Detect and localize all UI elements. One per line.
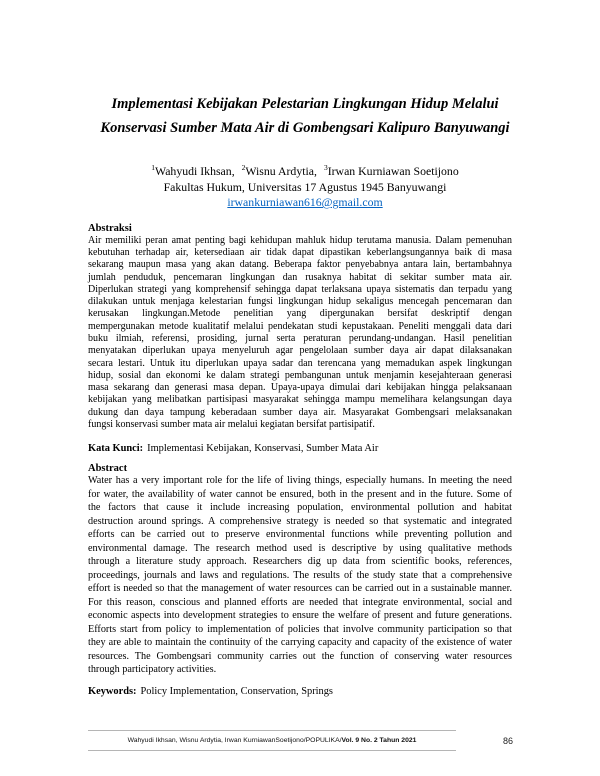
abstraksi-line: buku ilmiah, referensi, prosiding, jurnal serta peraturan perundang-undangan. Hasil penelitian [88,333,512,345]
abstraksi-line: fungsi konservasi sumber mata air melalui kegiatan bersifat partisipatif. [88,418,375,430]
author-block [100,164,510,211]
author-affiliation-marker: 1 [151,163,155,173]
page-number: 86 [503,736,514,746]
keywords-label: Keywords: [88,686,137,697]
abstraksi-line: Air memiliki peran amat penting bagi kehidupan mahluk hidup terutama manusia. Dalam pemenuhan [88,234,512,246]
author [324,164,459,178]
author-name: Wahyudi Ikhsan, [155,164,235,178]
abstract-line: economic aspects into development strategies to ensure the welfare of present and future generations. [88,610,512,622]
running-footer [88,730,456,751]
author-affiliation-marker: 2 [241,163,246,173]
abstract-body [88,474,512,677]
abstract-line: For this reason, conscious and planned efforts are needed that integrate environmental, social and [88,596,512,608]
abstract-line: Water has a very important role for the life of living things, especially humans. In meeting the need [88,475,512,487]
keywords [88,685,333,699]
footer-volume: Vol. 9 No. 2 Tahun 2021 [341,737,417,744]
keywords-value: Policy Implementation, Conservation, Springs [140,686,333,697]
abstract-line: proceedings, journals and laws and regulations. The results of the study state that a comprehensive [88,569,512,581]
abstract-line: through a literature study approach. Researchers dig up data from scientific books, references, [88,556,512,568]
abstract-line: Efforts start from policy to implementation of policies that involve community participation so that [88,623,512,635]
abstraksi-line: dukung dan daya tampung keberadaan sumber daya air. Masyarakat Gombengsari melaksanakan [88,406,512,418]
abstraksi-line: dilakukan untuk menjaga kelestarian fungsi lingkungan hidup sekaligus mencegah pencemaran dan [88,296,512,308]
author [151,164,234,178]
abstraksi-line: hidup, sosial dan ekonomi ke dalam strategi pembangunan untuk menjamin kesejahteraan generasi [88,369,512,381]
abstract-line: resources. The Gombengsari community carries out the function of conserving water resources [88,650,512,662]
footer-citation: Wahyudi Ikhsan, Wisnu Ardytia, Irwan KurniawanSoetijono/POPULIKA/ [127,737,342,744]
abstract-line: through participatory activities. [88,664,217,676]
abstraksi-line: kebutuhan terhadap air, ketersediaan air tidak dapat dipastikan keberlangsungannya baik di masa [88,247,512,259]
author [242,164,317,178]
abstraksi-body [88,235,512,431]
author-list [100,164,510,180]
abstract-line: for water, the availability of water cannot be ensured, both in the present and in the future. Some of [88,488,512,500]
author-name: Wisnu Ardytia, [245,164,317,178]
abstraksi-line: Diperlukan strategi yang komprehensif sehingga dapat terlaksana upaya sistematis dan terpadu yang [88,283,512,295]
abstraksi-line: sekarang maupun masa yang akan datang. Beberapa faktor penyebabnya antara lain, bertambahnya [88,259,512,271]
abstract-line: environmental damage. The research method used is descriptive by using qualitative methods [88,542,512,554]
affiliation: Fakultas Hukum, Universitas 17 Agustus 1945 Banyuwangi [163,179,447,194]
abstract-line: efforts can be carried out to preserve environmental functions while preventing pollution and [88,529,512,541]
abstract-line: the factors that cause it include increasing population, environmental pollution and habitat [88,502,512,514]
abstraksi-line: kebijakan yang melibatkan partisipasi masyarakat sehingga mampu memelihara kelangsungan daya [88,394,512,406]
abstraksi-line: menyatakan diperlukan upaya menyeluruh agar pengelolaan sumber daya air dapat dilaksanakan [88,345,512,357]
abstract-heading: Abstract [88,462,128,474]
title-line: Konservasi Sumber Mata Air di Gombengsari Kalipuro Banyuwangi [100,120,510,136]
abstraksi-line: kerusakan lingkungan.Metode penelitian yang dipergunakan bersifat deskriptif dengan [88,308,512,320]
abstraksi-line: masa sekarang dan generasi masa depan. Upaya-upaya dimulai dari kebijakan hingga pelaksanaan [88,382,512,394]
author-affiliation-marker: 3 [323,163,328,173]
email-line [100,195,510,211]
kata-kunci-label: Kata Kunci: [88,443,144,454]
email-link[interactable]: irwankurniawan616@gmail.com [227,195,383,209]
abstraksi-line: secara lestari. Untuk itu diperlukan upaya sadar dan terencana yang memadukan aspek lingkungan [88,357,512,369]
kata-kunci-value: Implementasi Kebijakan, Konservasi, Sumber Mata Air [147,443,379,454]
abstraksi-heading: Abstraksi [88,222,132,234]
kata-kunci [88,442,378,456]
abstract-line: effort is needed so that the management of water resources can be carried out in a sustainable manner. [88,583,512,595]
abstract-line: they are able to maintain the continuity of the carrying capacity and capacity of the existence of water [88,637,512,649]
abstraksi-line: jumlah penduduk, pencemaran lingkungan dan rusaknya habitat di sekitar sumber mata air. [88,271,512,283]
abstract-line: destruction around springs. A comprehensive strategy is needed so that systematic and integrated [88,515,512,527]
author-name: Irwan Kurniawan Soetijono [327,164,459,178]
article-title [60,92,550,140]
abstraksi-line: mempergunakan metode kualitatif melalui pendekatan studi kepustakaan. Peneliti menggali data dari [88,320,512,332]
title-line: Implementasi Kebijakan Pelestarian Lingkungan Hidup Melalui [111,96,499,112]
